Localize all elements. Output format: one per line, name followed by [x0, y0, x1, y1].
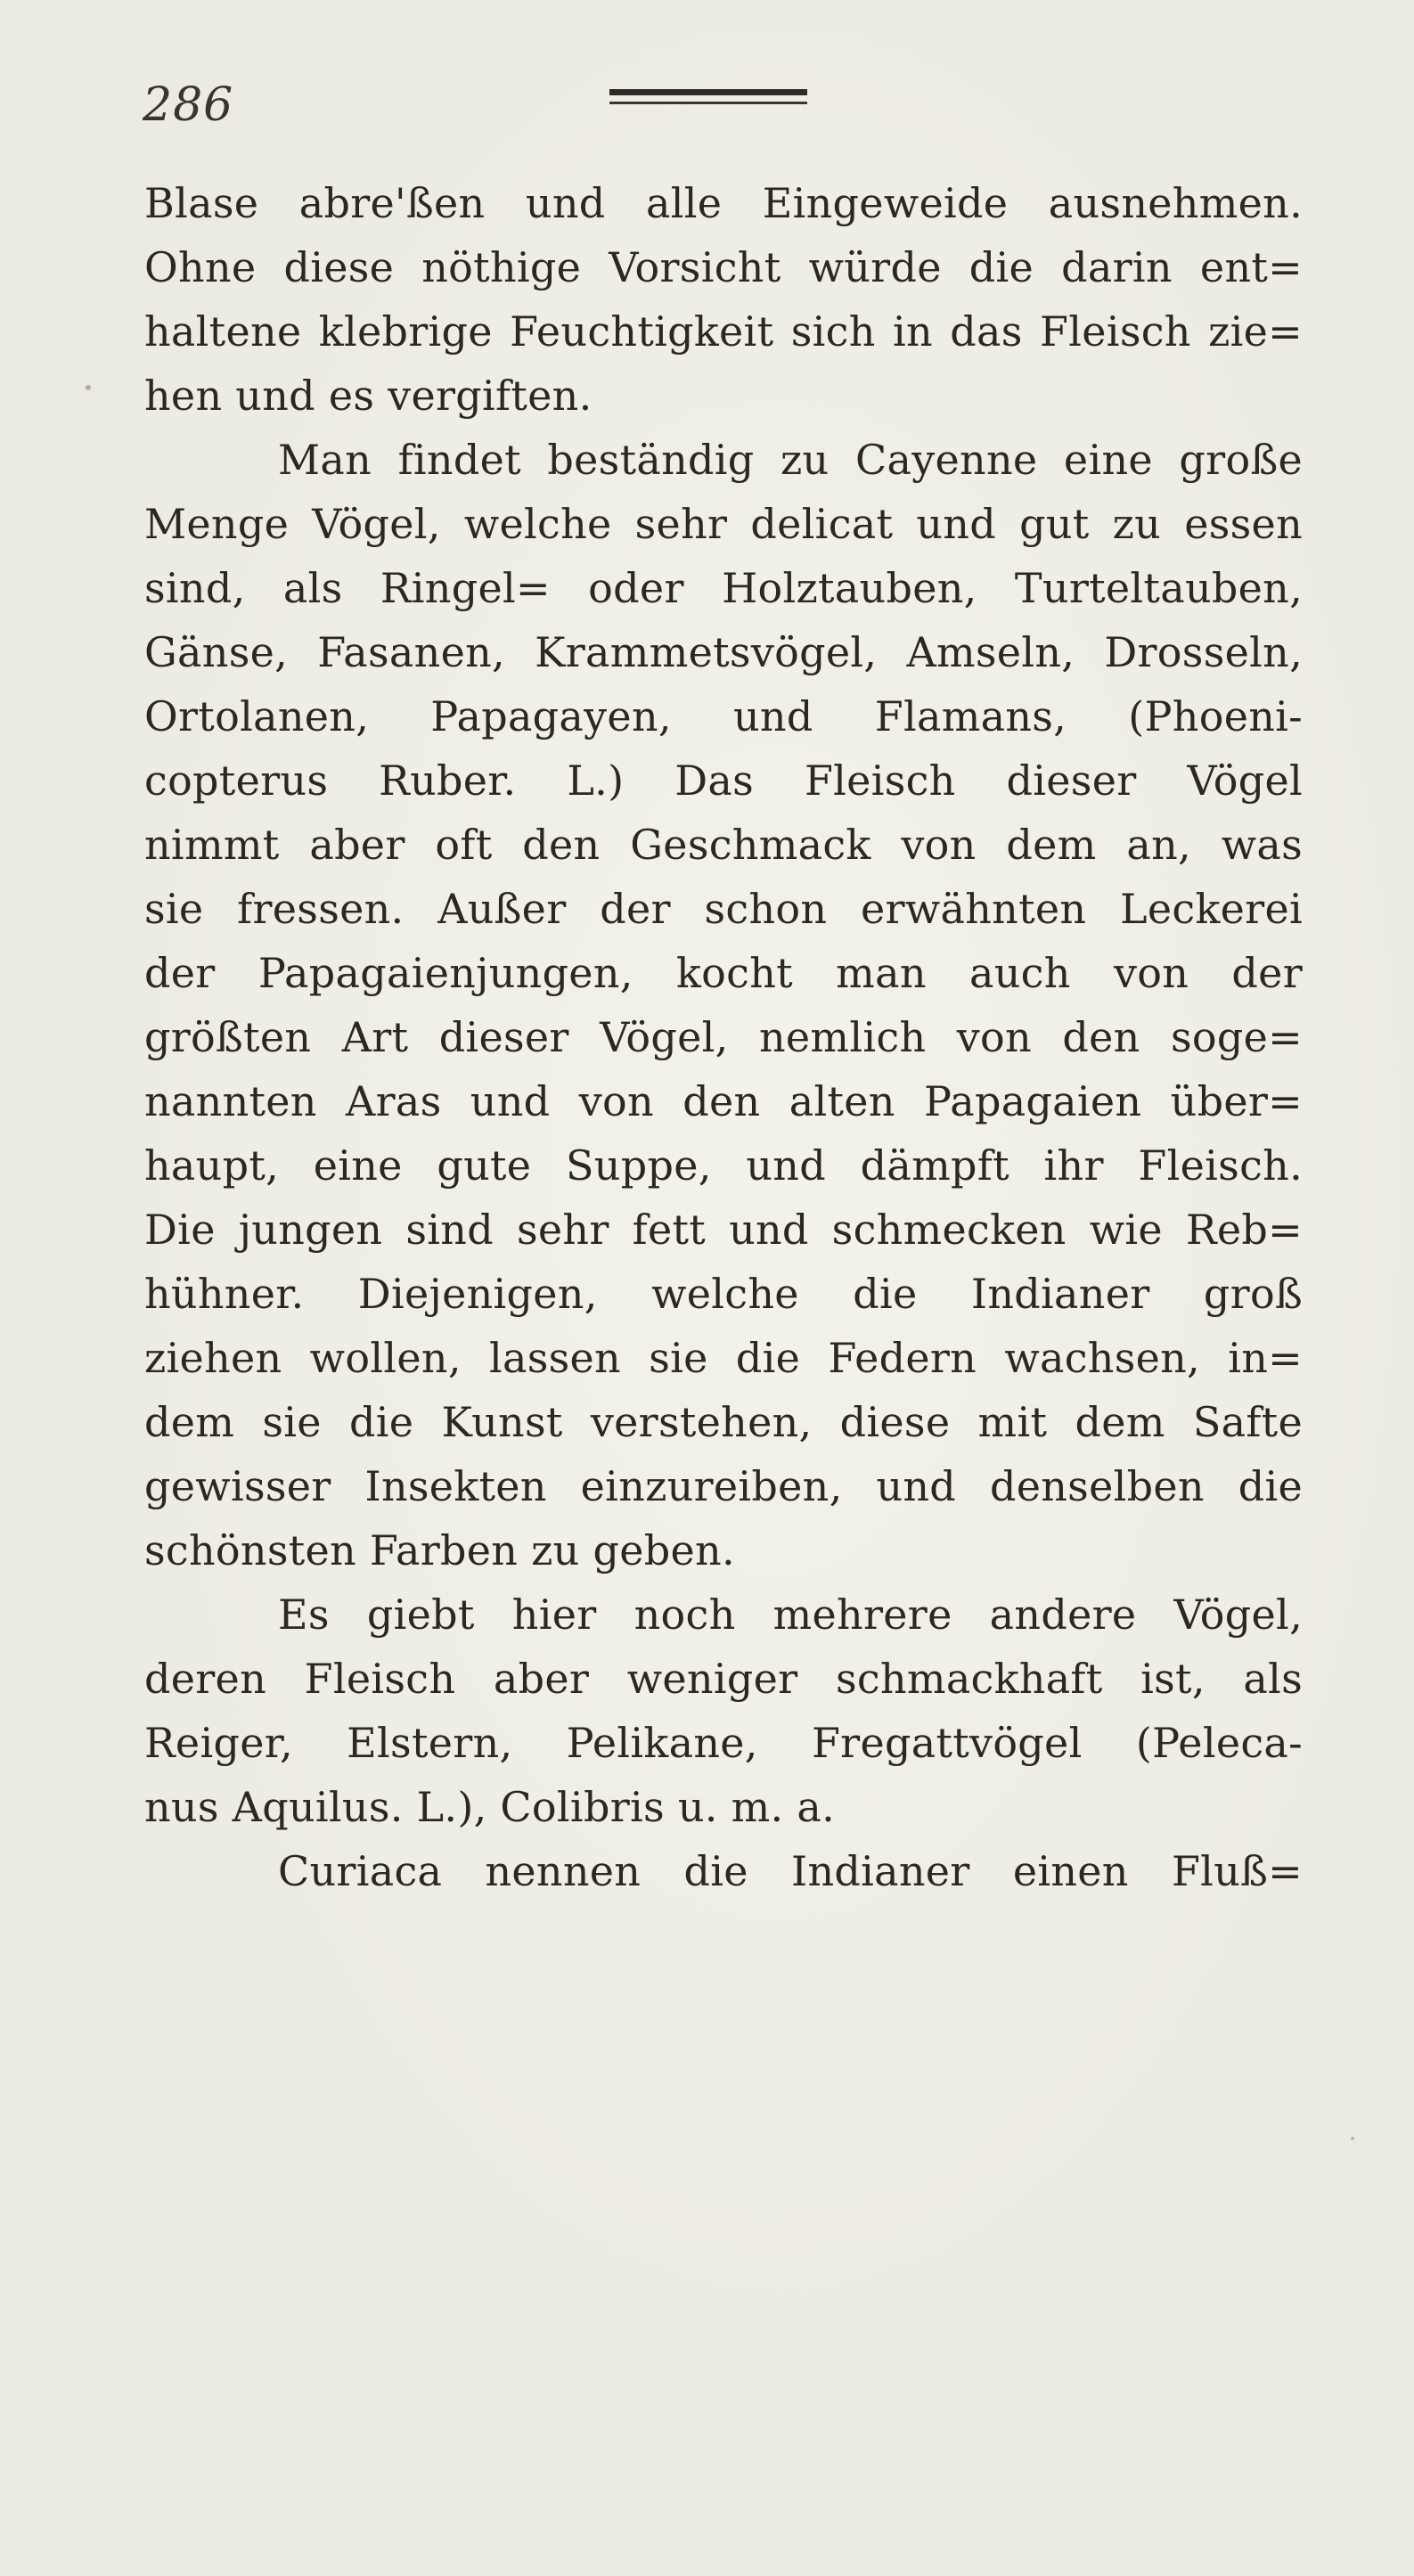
text-line: sie fressen. Außer der schon erwähnten Leckerei [144, 885, 1303, 933]
header-rule [609, 89, 807, 110]
text-line: Reiger, Elstern, Pelikane, Fregattvögel (Peleca- [144, 1719, 1303, 1767]
text-line: Ortolanen, Papagayen, und Flamans, (Phoeni- [144, 692, 1303, 740]
text-line: haupt, eine gute Suppe, und dämpft ihr Fleisch. [144, 1141, 1303, 1190]
text-line: Curiaca nennen die Indianer einen Fluß= [278, 1847, 1303, 1895]
text-line: hen und es vergiften. [144, 372, 593, 420]
text-line: dem sie die Kunst verstehen, diese mit dem Safte [144, 1398, 1303, 1446]
text-line: deren Fleisch aber weniger schmackhaft ist, als [144, 1655, 1303, 1703]
text-line: Man findet beständig zu Cayenne eine große [278, 436, 1303, 484]
text-line: copterus Ruber. L.) Das Fleisch dieser Vögel [144, 756, 1303, 805]
body-text [144, 171, 1303, 1903]
text-line: haltene klebrige Feuchtigkeit sich in das Fleisch zie= [144, 307, 1303, 356]
text-line: gewisser Insekten einzureiben, und denselben die [144, 1462, 1303, 1510]
text-line: nannten Aras und von den alten Papagaien über= [144, 1077, 1303, 1125]
header-rule-thin [609, 102, 807, 104]
text-line: Es giebt hier noch mehrere andere Vögel, [278, 1591, 1303, 1639]
text-line: nus Aquilus. L.), Colibris u. m. a. [144, 1783, 836, 1831]
text-line: Blase abre'ßen und alle Eingeweide ausnehmen. [144, 179, 1303, 227]
text-line: Die jungen sind sehr fett und schmecken wie Reb= [144, 1206, 1303, 1254]
text-line: der Papagaienjungen, kocht man auch von der [144, 949, 1303, 997]
text-line: ziehen wollen, lassen sie die Federn wachsen, in= [144, 1334, 1303, 1382]
text-line: größten Art dieser Vögel, nemlich von den soge= [144, 1013, 1303, 1061]
text-line: Menge Vögel, welche sehr delicat und gut zu essen [144, 500, 1303, 548]
text-line: hühner. Diejenigen, welche die Indianer groß [144, 1270, 1303, 1318]
header-rule-thick [609, 89, 807, 95]
ink-speck [1351, 2137, 1354, 2140]
text-line: Ohne diese nöthige Vorsicht würde die darin ent= [144, 243, 1303, 291]
page-number: 286 [143, 78, 234, 132]
text-line: sind, als Ringel= oder Holztauben, Turteltauben, [144, 564, 1303, 612]
text-line: nimmt aber oft den Geschmack von dem an, was [144, 821, 1303, 869]
text-line: Gänse, Fasanen, Krammetsvögel, Amseln, Drosseln, [144, 628, 1303, 676]
text-line: schönsten Farben zu geben. [144, 1526, 735, 1574]
ink-speck [86, 385, 91, 390]
